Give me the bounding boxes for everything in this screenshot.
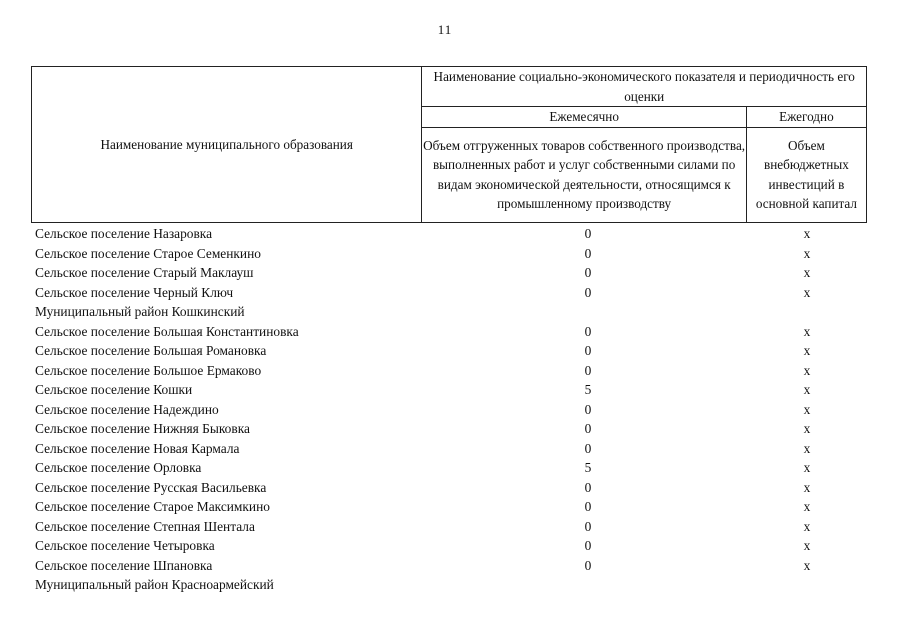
yearly-value: x [803, 557, 811, 573]
table-row [35, 439, 875, 459]
yearly-value: x [803, 284, 811, 300]
yearly-indicator-header: Объем внебюджетных инвестиций в основной капитал [746, 127, 866, 222]
page-number: 11 [437, 22, 453, 37]
monthly-value: 0 [584, 245, 592, 261]
table-row [35, 224, 875, 244]
municipality-name: Сельское поселение Кошки [35, 382, 193, 397]
municipality-name: Сельское поселение Степная Шентала [35, 518, 255, 534]
table-row [35, 478, 875, 498]
yearly-value: x [803, 382, 811, 397]
monthly-header: Ежемесячно [422, 107, 746, 128]
yearly-value: x [803, 401, 811, 417]
table-row [35, 361, 875, 381]
monthly-value: 0 [584, 226, 592, 241]
yearly-value: x [803, 421, 811, 436]
table-row [35, 536, 875, 556]
municipality-name: Сельское поселение Большое Ермаково [35, 362, 262, 378]
monthly-value: 0 [584, 401, 592, 417]
indicator-group-header: Наименование социально-экономического показателя и периодичность его оценки [422, 67, 867, 107]
yearly-value: x [803, 538, 811, 553]
monthly-value: 0 [584, 479, 592, 495]
table-row [35, 458, 875, 478]
yearly-value: x [803, 518, 811, 534]
table-row [35, 575, 875, 595]
municipality-name: Сельское поселение Черный Ключ [35, 284, 234, 300]
municipality-name: Сельское поселение Орловка [35, 460, 202, 475]
municipality-name: Сельское поселение Большая Романовка [35, 343, 267, 358]
municipality-name: Сельское поселение Нижняя Быковка [35, 421, 250, 436]
table-row [35, 302, 875, 322]
municipality-name: Сельское поселение Старое Семенкино [35, 245, 261, 261]
municipality-name: Сельское поселение Старый Маклауш [35, 265, 254, 280]
table-row [35, 244, 875, 264]
municipality-name: Сельское поселение Четыровка [35, 538, 215, 553]
yearly-value: x [803, 440, 811, 456]
table-row [35, 341, 875, 361]
yearly-value: x [803, 362, 811, 378]
yearly-value: x [803, 323, 811, 339]
monthly-value: 0 [584, 440, 592, 456]
monthly-value: 0 [584, 557, 592, 573]
monthly-indicator-header: Объем отгруженных товаров собственного производства, выполненных работ и услуг собственными силами по видам экономической деятельности, относящимся к промышленному производству [422, 127, 746, 222]
table-row [35, 497, 875, 517]
yearly-value: x [803, 265, 811, 280]
yearly-value: x [803, 343, 811, 358]
yearly-value: x [803, 245, 811, 261]
monthly-value: 0 [584, 343, 592, 358]
table-row [35, 380, 875, 400]
table-row [35, 283, 875, 303]
municipality-name: Сельское поселение Большая Константиновка [35, 323, 299, 339]
monthly-value: 0 [584, 362, 592, 378]
yearly-value: x [803, 460, 811, 475]
table-body [35, 224, 875, 595]
yearly-header: Ежегодно [746, 107, 866, 128]
monthly-value: 0 [584, 499, 592, 514]
municipality-name: Муниципальный район Красноармейский [35, 577, 274, 592]
municipality-name: Сельское поселение Шпановка [35, 557, 213, 573]
yearly-value: x [803, 479, 811, 495]
monthly-value: 0 [584, 323, 592, 339]
monthly-value: 0 [584, 538, 592, 553]
municipality-name: Сельское поселение Назаровка [35, 226, 213, 241]
municipality-name: Сельское поселение Новая Кармала [35, 440, 240, 456]
monthly-value: 5 [584, 382, 592, 397]
monthly-value: 0 [584, 265, 592, 280]
table-row [35, 400, 875, 420]
municipality-name: Сельское поселение Старое Максимкино [35, 499, 270, 514]
table-row [35, 419, 875, 439]
yearly-value: x [803, 499, 811, 514]
monthly-value: 5 [584, 460, 592, 475]
table-row [35, 517, 875, 537]
monthly-value: 0 [584, 284, 592, 300]
municipality-name: Сельское поселение Надеждино [35, 401, 219, 417]
monthly-value: 0 [584, 518, 592, 534]
table-row [35, 263, 875, 283]
yearly-value: x [803, 226, 811, 241]
table-row [35, 556, 875, 576]
table-header [31, 66, 867, 223]
table-row [35, 322, 875, 342]
municipality-name: Муниципальный район Кошкинский [35, 304, 245, 319]
monthly-value: 0 [584, 421, 592, 436]
municipality-column-header: Наименование муниципального образования [32, 67, 422, 223]
municipality-name: Сельское поселение Русская Васильевка [35, 479, 267, 495]
